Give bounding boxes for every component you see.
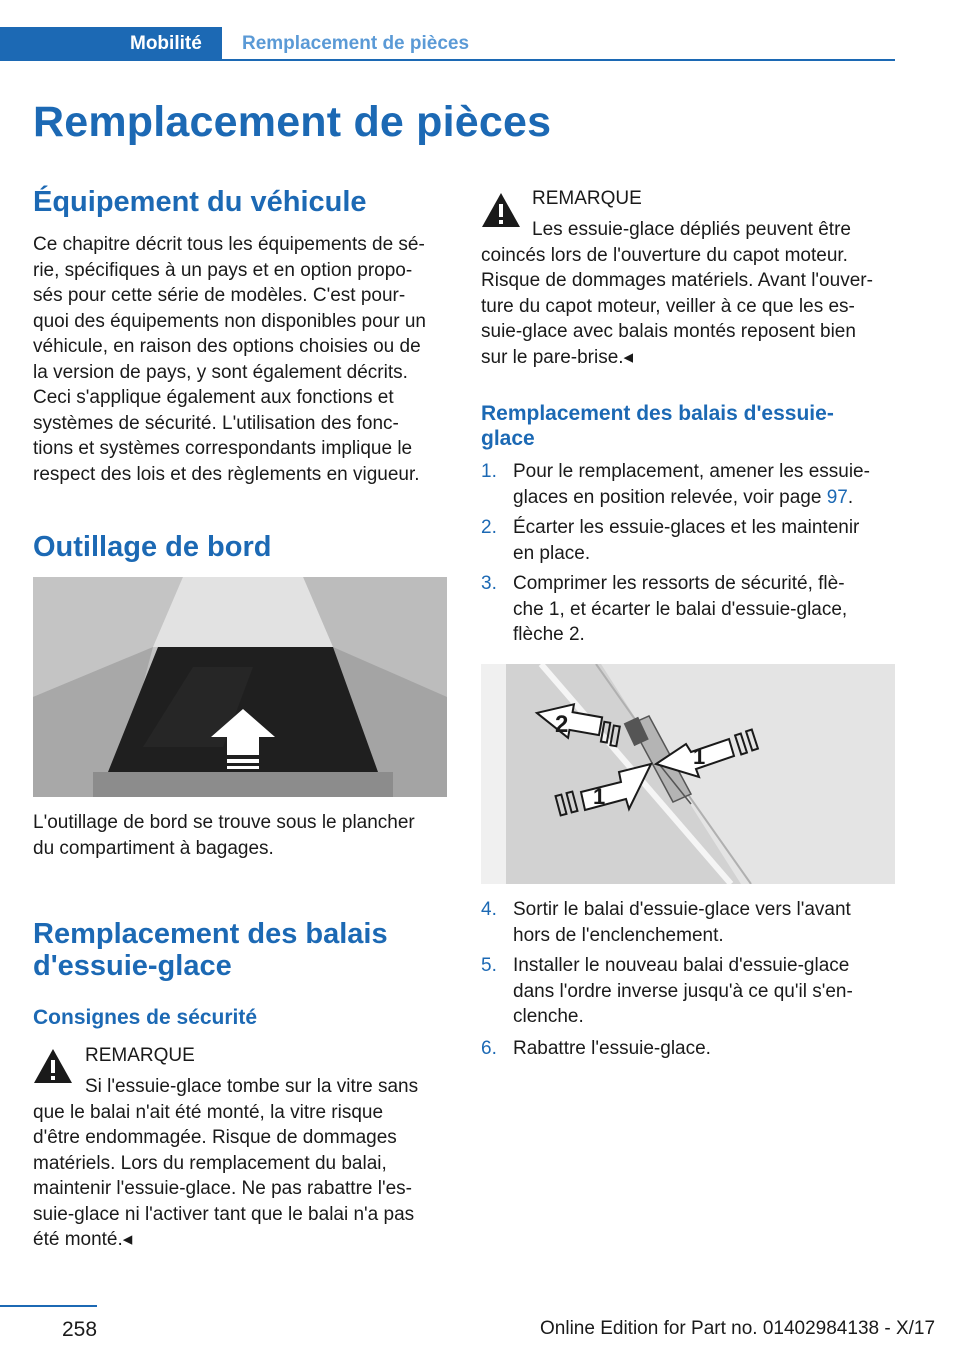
step-text <box>513 515 895 566</box>
caption-tools <box>33 810 447 861</box>
text-line: che 1, et écarter le balai d'essuie-glace, <box>513 598 848 620</box>
trunk-floor-photo <box>33 577 447 797</box>
text-line: sur le pare-brise.◂ <box>481 346 634 368</box>
text-line <box>513 485 895 511</box>
step-text <box>513 571 895 648</box>
arrow-label-1b: 1 <box>593 784 606 809</box>
text-line: maintenir l'essuie-glace. Ne pas rabattre l'es‐ <box>33 1178 412 1199</box>
text-span: . <box>847 486 854 508</box>
page-title: Remplacement de pièces <box>33 98 552 146</box>
text-span: glaces en position relevée, voir page <box>513 486 827 508</box>
wiper-blade-diagram <box>481 664 895 884</box>
heading-blade-replacement <box>481 401 895 451</box>
text-line: respect des lois et des règlements en vigueur. <box>33 463 420 485</box>
step-number: 4. <box>481 899 497 920</box>
text-line: Sortir le balai d'essuie-glace vers l'avant <box>513 899 851 920</box>
text-line: L'outillage de bord se trouve sous le plancher <box>33 812 415 833</box>
step-text <box>513 953 895 1030</box>
page-link[interactable]: 97 <box>826 486 848 508</box>
heading-line: glace <box>481 427 535 450</box>
text-line: Ce chapitre décrit tous les équipements de sé‐ <box>33 234 425 255</box>
step-number: 3. <box>481 573 497 594</box>
text-line: tions et systèmes correspondants implique le <box>33 438 413 459</box>
text-line: rie, spécifiques à un pays et en option propo‐ <box>33 259 413 281</box>
text-line: Risque de dommages matériels. Avant l'ouver‐ <box>481 270 873 291</box>
text-line: été monté.◂ <box>33 1229 133 1250</box>
subheading-safety: Consignes de sécurité <box>33 1006 258 1029</box>
warning-icon <box>481 192 521 233</box>
note-first-line: Les essuie-glace dépliés peuvent être <box>532 219 851 240</box>
text-line: d'être endommagée. Risque de dommages <box>33 1127 397 1148</box>
text-line: suie-glace ni l'activer tant que le balai n'a pas <box>33 1203 415 1225</box>
text-line: que le balai n'ait été monté, la vitre risque <box>33 1101 384 1123</box>
heading-line: Remplacement des balais d'essuie- <box>481 402 834 425</box>
step-number: 1. <box>481 461 497 482</box>
list-item <box>481 459 895 511</box>
note-first-line: Si l'essuie-glace tombe sur la vitre sans <box>85 1076 419 1097</box>
text-line: véhicule, en raison des options choisies ou de <box>33 336 421 357</box>
text-line: Installer le nouveau balai d'essuie-glace <box>513 955 850 976</box>
text-line: Pour le remplacement, amener les essuie- <box>513 461 870 482</box>
warning-icon <box>33 1048 73 1089</box>
text-line: dans l'ordre inverse jusqu'à ce qu'il s'en‐ <box>513 980 853 1002</box>
header-chapter-label: Remplacement de pièces <box>242 33 470 54</box>
heading-equipment: Équipement du véhicule <box>33 186 367 218</box>
list-item <box>481 953 895 1031</box>
text-line: ture du capot moteur, veiller à ce que les es‐ <box>481 295 855 317</box>
text-line: sés pour cette série de modèles. C'est pour‐ <box>33 285 406 306</box>
header-section-label: Mobilité <box>130 33 202 54</box>
step-number: 6. <box>481 1038 497 1059</box>
text-line: coincés lors de l'ouverture du capot moteur. <box>481 244 848 266</box>
step-number: 5. <box>481 955 497 976</box>
note-label: REMARQUE <box>532 188 642 209</box>
note-label: REMARQUE <box>85 1045 195 1066</box>
list-item <box>481 897 895 949</box>
arrow-label-2: 2 <box>555 711 569 738</box>
text-line: flèche 2. <box>513 624 585 645</box>
heading-line: Remplacement des balais <box>33 918 388 950</box>
text-line: la version de pays, y sont également décrits. <box>33 361 408 383</box>
note-text <box>481 243 895 371</box>
step-text <box>513 897 895 948</box>
step-number: 2. <box>481 517 497 538</box>
text-line: Écarter les essuie-glaces et les maintenir <box>513 517 860 538</box>
page-number: 258 <box>62 1318 98 1341</box>
step-text <box>513 1036 895 1062</box>
text-line: quoi des équipements non disponibles pour un <box>33 310 426 332</box>
text-line: Comprimer les ressorts de sécurité, flè‐ <box>513 573 845 594</box>
text-line: Rabattre l'essuie-glace. <box>513 1038 711 1059</box>
text-line: hors de l'enclenchement. <box>513 924 724 946</box>
footer-rule <box>0 1305 97 1307</box>
heading-tools: Outillage de bord <box>33 531 272 563</box>
arrow-label-1: 1 <box>693 744 706 769</box>
heading-line: d'essuie-glace <box>33 950 232 982</box>
text-line: suie-glace avec balais montés reposent bien <box>481 321 856 342</box>
heading-wiper-replacement <box>33 918 447 982</box>
list-item <box>481 1036 895 1062</box>
text-line: du compartiment à bagages. <box>33 837 274 859</box>
edition-text: Online Edition for Part no. 01402984138 - X/17 <box>540 1318 936 1339</box>
text-line: clenche. <box>513 1006 584 1027</box>
note-text <box>33 1100 447 1253</box>
text-line: en place. <box>513 542 591 564</box>
list-item <box>481 515 895 567</box>
step-text <box>513 459 895 510</box>
text-line: Ceci s'applique également aux fonctions et <box>33 387 394 408</box>
header-rule <box>222 59 895 61</box>
text-line: matériels. Lors du remplacement du balai, <box>33 1152 387 1174</box>
paragraph-equipment <box>33 232 447 487</box>
text-line: systèmes de sécurité. L'utilisation des fonc‐ <box>33 412 399 434</box>
list-item <box>481 571 895 649</box>
